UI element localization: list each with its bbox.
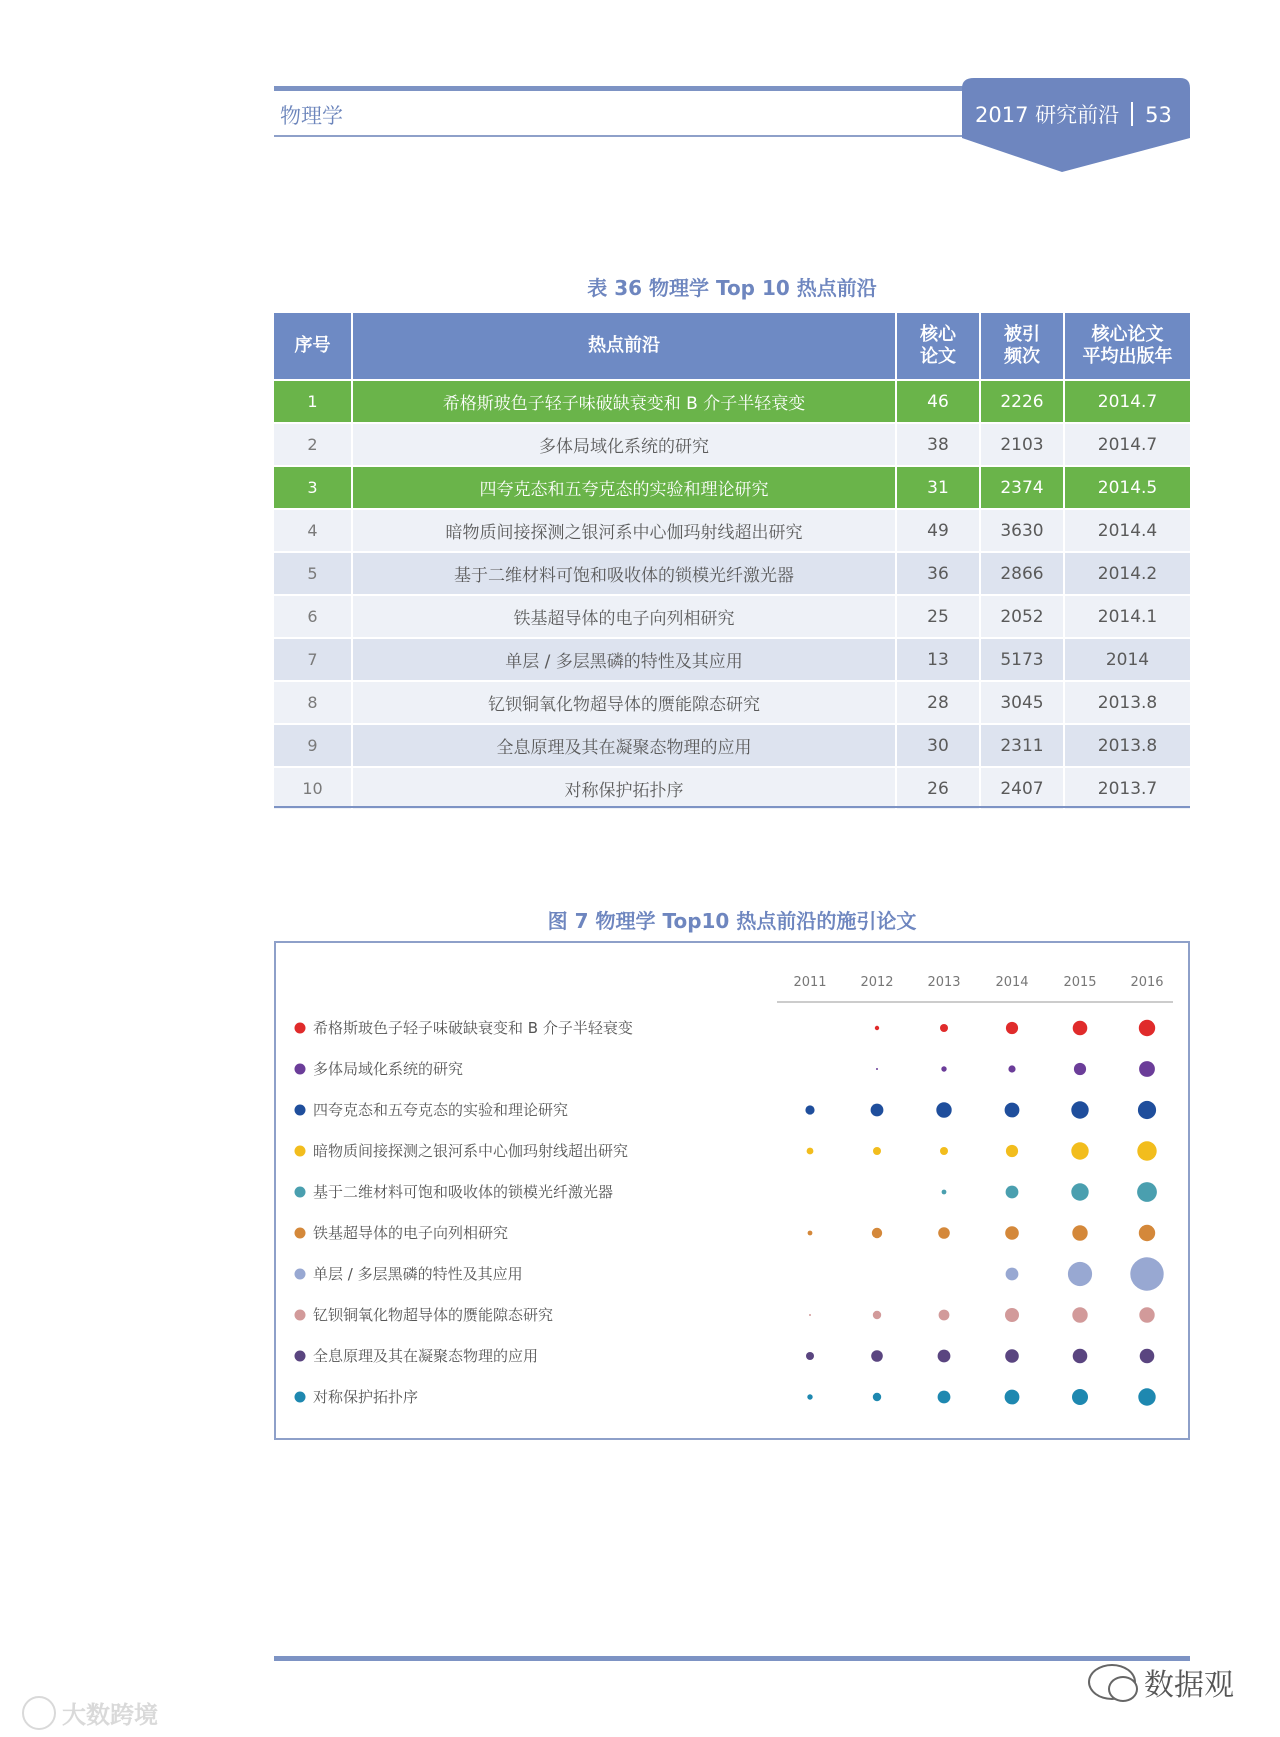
bubble-point (1071, 1142, 1088, 1159)
table-row (274, 466, 1190, 509)
cell-core-papers: 30 (896, 724, 980, 767)
legend-marker (295, 1228, 306, 1239)
column-header-line: 频次 (1004, 346, 1040, 367)
column-header-line: 序号 (294, 335, 331, 356)
cell-topic: 铁基超导体的电子向列相研究 (352, 595, 896, 638)
cell-topic: 单层 / 多层黑磷的特性及其应用 (352, 638, 896, 681)
column-header (274, 313, 352, 380)
cell-topic: 希格斯玻色子轻子味破缺衰变和 B 介子半轻衰变 (352, 380, 896, 423)
column-header (352, 313, 896, 380)
cell-number: 7 (274, 638, 352, 681)
cell-number: 9 (274, 724, 352, 767)
bubble-point (876, 1068, 878, 1070)
bubble-point (942, 1190, 947, 1195)
bubble-point (1130, 1257, 1163, 1290)
bubble-point (1005, 1349, 1019, 1363)
cell-citations: 2407 (980, 767, 1064, 809)
cell-topic: 暗物质间接探测之银河系中心伽玛射线超出研究 (352, 509, 896, 552)
bubble-point (873, 1393, 881, 1401)
bubble-point (1005, 1308, 1019, 1322)
bubble-point (1073, 1349, 1088, 1364)
series-label: 对称保护拓扑序 (313, 1388, 419, 1406)
cell-core-papers: 28 (896, 681, 980, 724)
cell-citations: 3045 (980, 681, 1064, 724)
bubble-point (1137, 1182, 1157, 1202)
header-tab-label (975, 99, 1172, 129)
cell-core-papers: 25 (896, 595, 980, 638)
bubble-point (1140, 1349, 1155, 1364)
table-row (274, 423, 1190, 466)
bubble-chart (274, 941, 1190, 1440)
bubble-point (940, 1024, 948, 1032)
chart-caption: 图 7 物理学 Top10 热点前沿的施引论文 (547, 909, 917, 933)
bubble-point (938, 1227, 950, 1239)
column-header-line: 论文 (920, 346, 956, 367)
table-row (274, 767, 1190, 809)
legend-marker (295, 1023, 306, 1034)
bubble-point (807, 1394, 812, 1399)
bubble-point (941, 1066, 946, 1071)
cell-core-papers: 26 (896, 767, 980, 809)
column-header (1064, 313, 1190, 380)
bubble-point (1005, 1226, 1019, 1240)
page-number: 53 (1145, 103, 1172, 127)
cell-citations: 5173 (980, 638, 1064, 681)
bubble-point (871, 1350, 883, 1362)
cell-topic: 基于二维材料可饱和吸收体的锁模光纤激光器 (352, 552, 896, 595)
x-tick-label: 2012 (860, 975, 894, 990)
cell-core-papers: 31 (896, 466, 980, 509)
bubble-point (1008, 1065, 1015, 1072)
bubble-point (1073, 1021, 1088, 1036)
table-row (274, 681, 1190, 724)
footer-rule (274, 1656, 1190, 1661)
bubble-point (807, 1148, 814, 1155)
bubble-point (1005, 1103, 1020, 1118)
bubble-point (875, 1026, 879, 1030)
bubble-point (805, 1105, 814, 1114)
bubble-point (1074, 1063, 1086, 1075)
report-title: 2017 研究前沿 (975, 103, 1120, 127)
cell-mean-year: 2013.8 (1064, 681, 1190, 724)
table-header-row (274, 313, 1190, 380)
x-tick-label: 2015 (1063, 975, 1097, 990)
column-header (980, 313, 1064, 380)
bubble-point (1005, 1390, 1020, 1405)
hot-fronts-table (274, 313, 1190, 809)
bubble-point (940, 1147, 948, 1155)
legend-marker (295, 1392, 306, 1403)
bubble-point (938, 1391, 951, 1404)
column-header-line: 核心论文 (1091, 324, 1164, 345)
series-label: 暗物质间接探测之银河系中心伽玛射线超出研究 (313, 1142, 629, 1160)
legend-marker (295, 1187, 306, 1198)
cell-citations: 2866 (980, 552, 1064, 595)
table-body (274, 380, 1190, 809)
bubble-point (1006, 1268, 1019, 1281)
watermark-right (1088, 1660, 1234, 1704)
cell-number: 5 (274, 552, 352, 595)
bubble-point (1139, 1020, 1155, 1036)
cell-mean-year: 2013.7 (1064, 767, 1190, 809)
watermark-right-text: 数据观 (1144, 1668, 1234, 1703)
bubble-point (873, 1147, 881, 1155)
series-label: 单层 / 多层黑磷的特性及其应用 (313, 1265, 523, 1283)
cell-core-papers: 49 (896, 509, 980, 552)
bubble-point (938, 1350, 951, 1363)
cell-number: 6 (274, 595, 352, 638)
legend-marker (295, 1351, 306, 1362)
cell-number: 1 (274, 380, 352, 423)
series-label: 四夸克态和五夸克态的实验和理论研究 (313, 1101, 569, 1119)
legend-marker (295, 1064, 306, 1075)
cell-mean-year: 2013.8 (1064, 724, 1190, 767)
bubble-point (936, 1102, 951, 1117)
cell-core-papers: 13 (896, 638, 980, 681)
x-tick-label: 2016 (1130, 975, 1164, 990)
bubble-point (1138, 1101, 1156, 1119)
cell-number: 4 (274, 509, 352, 552)
bubble-point (1071, 1101, 1088, 1118)
cell-mean-year: 2014 (1064, 638, 1190, 681)
bubble-point (808, 1231, 813, 1236)
table-caption: 表 36 物理学 Top 10 热点前沿 (587, 276, 877, 300)
bubble-point (1006, 1186, 1019, 1199)
cell-citations: 2052 (980, 595, 1064, 638)
cell-citations: 2374 (980, 466, 1064, 509)
bubble-point (1072, 1307, 1087, 1322)
bubble-point (1072, 1389, 1088, 1405)
cell-mean-year: 2014.7 (1064, 423, 1190, 466)
series-label: 基于二维材料可饱和吸收体的锁模光纤激光器 (313, 1183, 614, 1201)
column-header-line: 核心 (920, 324, 956, 345)
tab-separator (1131, 102, 1133, 126)
cell-topic: 全息原理及其在凝聚态物理的应用 (352, 724, 896, 767)
bubble-point (1006, 1145, 1018, 1157)
series-label: 钇钡铜氧化物超导体的赝能隙态研究 (313, 1306, 554, 1324)
cell-citations: 2311 (980, 724, 1064, 767)
bubble-point (873, 1311, 881, 1319)
table-row (274, 595, 1190, 638)
table-bottom-rule (274, 806, 1190, 808)
cell-topic: 四夸克态和五夸克态的实验和理论研究 (352, 466, 896, 509)
bubble-point (809, 1314, 811, 1316)
table-row (274, 380, 1190, 423)
cell-number: 8 (274, 681, 352, 724)
cell-mean-year: 2014.2 (1064, 552, 1190, 595)
table-row (274, 509, 1190, 552)
legend-marker (295, 1269, 306, 1280)
bubble-point (1006, 1022, 1018, 1034)
cell-citations: 2226 (980, 380, 1064, 423)
bubble-point (1072, 1225, 1087, 1240)
header-top-rule (274, 86, 964, 91)
cell-core-papers: 46 (896, 380, 980, 423)
section-title: 物理学 (280, 104, 343, 128)
bubble-point (1068, 1262, 1092, 1286)
bubble-point (1071, 1183, 1088, 1200)
bubble-point (871, 1104, 884, 1117)
cell-topic: 对称保护拓扑序 (352, 767, 896, 809)
bubble-point (1139, 1061, 1155, 1077)
column-header-line: 被引 (1004, 324, 1040, 345)
column-header-line: 热点前沿 (588, 335, 660, 356)
cell-topic: 钇钡铜氧化物超导体的赝能隙态研究 (352, 681, 896, 724)
cell-number: 2 (274, 423, 352, 466)
cell-number: 10 (274, 767, 352, 809)
cell-topic: 多体局域化系统的研究 (352, 423, 896, 466)
series-label: 希格斯玻色子轻子味破缺衰变和 B 介子半轻衰变 (313, 1019, 633, 1037)
header-bottom-rule (274, 135, 964, 137)
bubble-point (1139, 1307, 1154, 1322)
bubble-point (1139, 1225, 1155, 1241)
cell-core-papers: 38 (896, 423, 980, 466)
x-tick-label: 2014 (995, 975, 1029, 990)
table-row (274, 638, 1190, 681)
table-row (274, 724, 1190, 767)
x-tick-label: 2011 (793, 975, 827, 990)
series-label: 全息原理及其在凝聚态物理的应用 (313, 1347, 539, 1365)
legend-marker (295, 1146, 306, 1157)
watermark-logo-icon (22, 1696, 56, 1730)
cell-mean-year: 2014.4 (1064, 509, 1190, 552)
bubble-point (1137, 1141, 1156, 1160)
cell-mean-year: 2014.1 (1064, 595, 1190, 638)
column-header (896, 313, 980, 380)
column-header-line: 平均出版年 (1082, 346, 1173, 367)
legend-marker (295, 1105, 306, 1116)
wechat-icon (1088, 1664, 1136, 1700)
cell-citations: 3630 (980, 509, 1064, 552)
bubble-point (806, 1352, 814, 1360)
series-label: 铁基超导体的电子向列相研究 (313, 1224, 509, 1242)
watermark-left (22, 1695, 158, 1730)
bubble-point (939, 1310, 950, 1321)
x-tick-label: 2013 (927, 975, 961, 990)
legend-marker (295, 1310, 306, 1321)
bubble-point (1138, 1388, 1155, 1405)
watermark-left-text: 大数跨境 (62, 1701, 158, 1729)
cell-number: 3 (274, 466, 352, 509)
cell-citations: 2103 (980, 423, 1064, 466)
cell-core-papers: 36 (896, 552, 980, 595)
cell-mean-year: 2014.5 (1064, 466, 1190, 509)
cell-mean-year: 2014.7 (1064, 380, 1190, 423)
bubble-point (872, 1228, 882, 1238)
series-label: 多体局域化系统的研究 (313, 1060, 464, 1078)
table-row (274, 552, 1190, 595)
